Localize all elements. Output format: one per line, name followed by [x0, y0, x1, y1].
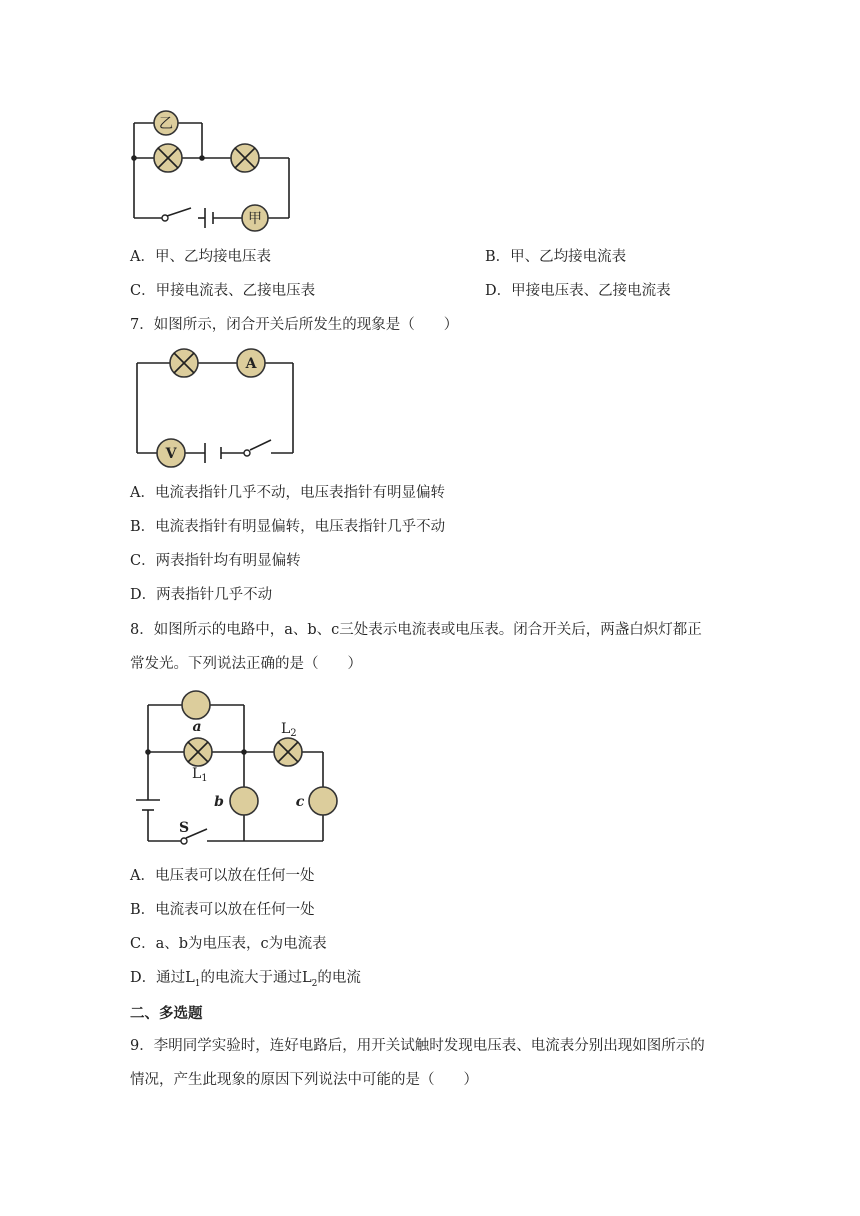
meter-a-icon — [182, 691, 210, 719]
q9-stem-line1: 9．李明同学实验时，连好电路后，用开关试触时发现电压表、电流表分别出现如图所示的 — [130, 1038, 705, 1054]
q8-option-c[interactable]: C．a、b为电压表，c为电流表 — [130, 936, 327, 952]
meter-c-label: c — [295, 794, 305, 810]
q8-wires — [136, 705, 323, 841]
q7-option-c[interactable]: C．两表指针均有明显偏转 — [130, 553, 301, 569]
q8-option-d-suffix: 的电流 — [317, 970, 361, 986]
voltmeter-label: V — [165, 446, 177, 462]
meter-c-icon — [309, 787, 337, 815]
meter-yi-label: 乙 — [159, 116, 173, 132]
lamp-l2-label: $L_2$ — [281, 721, 297, 739]
lamp-l1-label: $L_1$ — [192, 766, 208, 784]
lamp-l1-icon — [184, 738, 212, 766]
q8-stem-line2: 常发光。下列说法正确的是（ ） — [130, 656, 362, 672]
lamp-l2-icon — [274, 738, 302, 766]
q6-option-a[interactable]: A．甲、乙均接电压表 — [130, 249, 271, 265]
q8-option-d[interactable] — [130, 968, 361, 994]
q8-stem-line1: 8．如图所示的电路中，a、b、c三处表示电流表或电压表。闭合开关后，两盏白炽灯都正 — [130, 622, 702, 638]
q8-option-a[interactable]: A．电压表可以放在任何一处 — [130, 868, 315, 884]
ammeter-label: A — [245, 356, 257, 372]
q7-stem: 7．如图所示，闭合开关后所发生的现象是（ ） — [130, 317, 459, 333]
q7-option-a[interactable]: A．电流表指针几乎不动，电压表指针有明显偏转 — [130, 485, 445, 501]
q8-option-b[interactable]: B．电流表可以放在任何一处 — [130, 902, 315, 918]
switch-pivot — [181, 838, 187, 844]
meter-a-label: a — [192, 719, 202, 735]
meter-jia-label: 甲 — [248, 211, 262, 227]
q6-option-b[interactable]: B．甲、乙均接电流表 — [485, 249, 627, 265]
meter-b-icon — [230, 787, 258, 815]
junction-dot — [145, 749, 151, 755]
switch-s-label: S — [178, 820, 190, 836]
q6-option-c[interactable]: C．甲接电流表、乙接电压表 — [130, 283, 316, 299]
q6-option-d[interactable]: D．甲接电压表、乙接电流表 — [485, 283, 671, 299]
q8-option-d-sub2: 2 — [311, 978, 318, 989]
q8-option-d-middle: 的电流大于通过L — [200, 970, 312, 986]
q7-option-b[interactable]: B．电流表指针有明显偏转，电压表指针几乎不动 — [130, 519, 446, 535]
junction-dot — [241, 749, 247, 755]
q9-stem-line2: 情况，产生此现象的原因下列说法中可能的是（ ） — [130, 1072, 478, 1088]
q7-option-d[interactable]: D．两表指针几乎不动 — [130, 587, 273, 603]
q8-option-d-prefix: D．通过L — [130, 970, 195, 986]
q8-option-d-sub1: 1 — [194, 978, 201, 989]
meter-b-label: b — [214, 794, 224, 810]
section-heading: 二、多选题 — [130, 1006, 203, 1022]
